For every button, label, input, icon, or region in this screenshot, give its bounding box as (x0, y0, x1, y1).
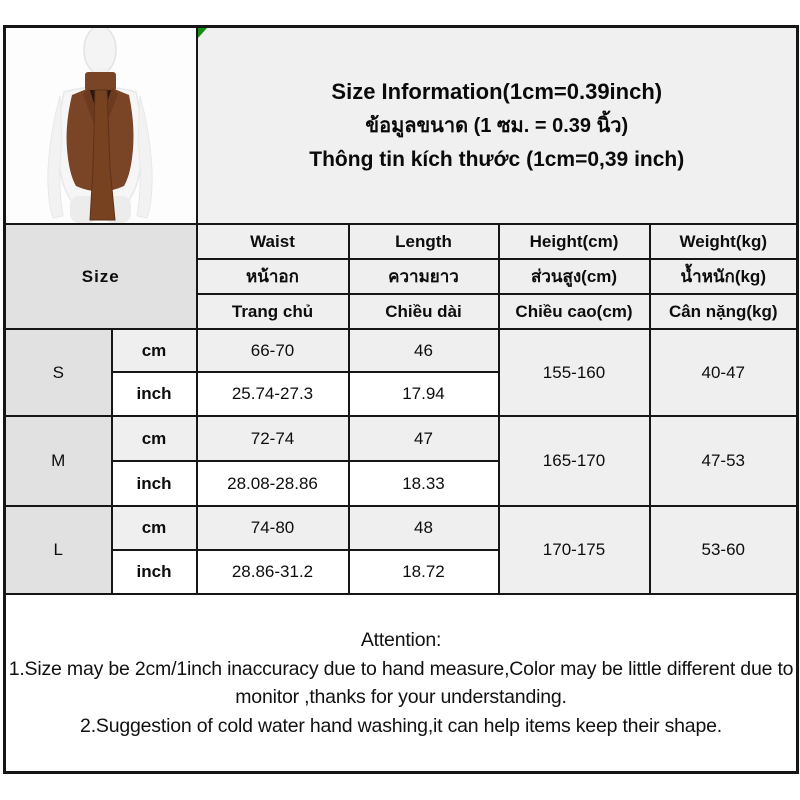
product-photo-cell (5, 27, 197, 225)
title-thai: ข้อมูลขนาด (1 ซม. = 0.39 นิ้ว) (365, 114, 629, 137)
title-cell (197, 27, 798, 225)
cell-s-inch-waist: 25.74-27.3 (197, 372, 349, 416)
size-row-label-l: L (5, 506, 112, 594)
cell-l-height: 170-175 (499, 506, 650, 594)
green-corner-marker-icon (198, 28, 207, 38)
cell-s-cm-length: 46 (349, 329, 499, 372)
title-english: Size Information(1cm=0.39inch) (331, 79, 663, 105)
cell-s-height: 155-160 (499, 329, 650, 416)
cell-l-inch-waist: 28.86-31.2 (197, 550, 349, 594)
size-corner-header: Size (5, 224, 197, 329)
product-photo (6, 28, 196, 223)
cell-s-cm-waist: 66-70 (197, 329, 349, 372)
unit-label-inch: inch (112, 461, 197, 506)
col-header-length-vi: Chiều dài (349, 294, 499, 329)
cell-m-cm-length: 47 (349, 416, 499, 461)
cell-s-inch-length: 17.94 (349, 372, 499, 416)
attention-heading: Attention: (360, 628, 442, 651)
unit-label-cm: cm (112, 329, 197, 372)
size-chart-table (3, 25, 799, 774)
cell-s-weight: 40-47 (650, 329, 798, 416)
size-row-label-s: S (5, 329, 112, 416)
col-header-weight-en: Weight(kg) (650, 224, 798, 259)
size-row-label-m: M (5, 416, 112, 506)
unit-label-inch: inch (112, 550, 197, 594)
unit-label-cm: cm (112, 506, 197, 550)
attention-note-1: 1.Size may be 2cm/1inch inaccuracy due to hand measure,Color may be little different due to monitor ,thanks for your understanding. (8, 657, 794, 709)
attention-note-2: 2.Suggestion of cold water hand washing,it can help items keep their shape. (80, 714, 722, 737)
unit-label-cm: cm (112, 416, 197, 461)
cell-m-inch-length: 18.33 (349, 461, 499, 506)
col-header-height-en: Height(cm) (499, 224, 650, 259)
cell-m-height: 165-170 (499, 416, 650, 506)
cell-m-cm-waist: 72-74 (197, 416, 349, 461)
col-header-waist-th: หน้าอก (197, 259, 349, 294)
unit-label-inch: inch (112, 372, 197, 416)
cell-l-weight: 53-60 (650, 506, 798, 594)
col-header-weight-vi: Cân nặng(kg) (650, 294, 798, 329)
col-header-length-th: ความยาว (349, 259, 499, 294)
cell-l-cm-waist: 74-80 (197, 506, 349, 550)
cell-l-cm-length: 48 (349, 506, 499, 550)
attention-notes-cell (5, 594, 798, 772)
col-header-waist-vi: Trang chủ (197, 294, 349, 329)
vest-product-illustration (6, 28, 195, 223)
col-header-height-th: ส่วนสูง(cm) (499, 259, 650, 294)
cell-m-inch-waist: 28.08-28.86 (197, 461, 349, 506)
cell-l-inch-length: 18.72 (349, 550, 499, 594)
title-vietnamese: Thông tin kích thước (1cm=0,39 inch) (309, 147, 685, 171)
col-header-height-vi: Chiều cao(cm) (499, 294, 650, 329)
cell-m-weight: 47-53 (650, 416, 798, 506)
col-header-weight-th: น้ำหนัก(kg) (650, 259, 798, 294)
col-header-length-en: Length (349, 224, 499, 259)
col-header-waist-en: Waist (197, 224, 349, 259)
